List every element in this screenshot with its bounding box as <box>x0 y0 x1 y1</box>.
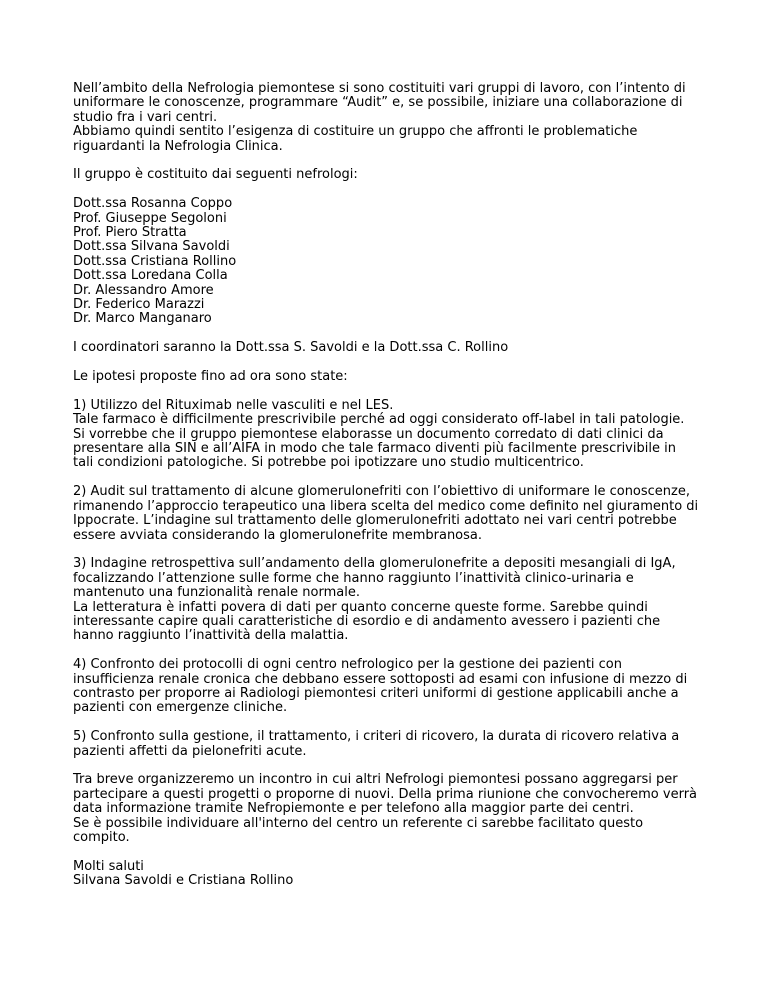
text-line: rimanendo l’approccio terapeutico una libera scelta del medico come definito nel giuramento di <box>73 498 699 514</box>
proposal-5-paragraph <box>73 730 713 759</box>
text-line: riguardanti la Nefrologia Clinica. <box>73 138 283 154</box>
intro-paragraph <box>73 82 713 154</box>
text-line: uniformare le conoscenze, programmare “Audit” e, se possibile, iniziare una collaborazione di <box>73 95 683 111</box>
closing-greeting: Molti saluti <box>73 858 144 874</box>
member-name: Prof. Giuseppe Segoloni <box>73 210 227 226</box>
text-line: contrasto per proporre ai Radiologi piemontesi criteri uniformi di gestione applicabili anche a <box>73 685 679 701</box>
member-name: Dr. Marco Manganaro <box>73 311 212 327</box>
member-name: Dott.ssa Loredana Colla <box>73 268 228 284</box>
document-body <box>73 82 713 903</box>
text-line: mantenuto una funzionalità renale normale. <box>73 585 360 601</box>
text-line: pazienti affetti da pielonefriti acute. <box>73 743 307 759</box>
text-line: presentare alla SIN e all’AIFA in modo che tale farmaco diventi più facilmente prescrivibile in <box>73 441 676 457</box>
coordinators-paragraph <box>73 341 713 355</box>
text-line: 4) Confronto dei protocolli di ogni centro nefrologico per la gestione dei pazienti con <box>73 657 622 673</box>
text-line: tali condizioni patologiche. Si potrebbe poi ipotizzare uno studio multicentrico. <box>73 455 584 471</box>
text-line: Ippocrate. L’indagine sul trattamento delle glomerulonefriti adottato nei vari centri potrebbe <box>73 513 677 529</box>
proposal-4-paragraph <box>73 658 713 716</box>
member-name: Prof. Piero Stratta <box>73 225 187 241</box>
proposal-1-paragraph <box>73 399 713 471</box>
meeting-paragraph <box>73 773 713 845</box>
text-line: essere avviata considerando la glomerulonefrite membranosa. <box>73 527 483 543</box>
text-line: Nell’ambito della Nefrologia piemontese si sono costituiti vari gruppi di lavoro, con l’intento di <box>73 81 686 96</box>
text-line: hanno raggiunto l’inattività della malattia. <box>73 628 349 644</box>
member-name: Dr. Federico Marazzi <box>73 297 205 313</box>
proposal-3-paragraph <box>73 557 713 643</box>
text-line: focalizzando l’attenzione sulle forme che hanno raggiunto l’inattività clinico-urinaria e <box>73 570 634 586</box>
text-line: Abbiamo quindi sentito l’esigenza di costituire un gruppo che affronti le problematiche <box>73 124 638 140</box>
text-line: Il gruppo è costituito dai seguenti nefrologi: <box>73 167 358 183</box>
group-intro-paragraph <box>73 168 713 182</box>
text-line: interessante capire quali caratteristiche di esordio e di andamento avessero i pazienti che <box>73 613 661 629</box>
text-line: pazienti con emergenze cliniche. <box>73 700 288 716</box>
signature-names: Silvana Savoldi e Cristiana Rollino <box>73 873 294 889</box>
text-line: 3) Indagine retrospettiva sull’andamento della glomerulonefrite a depositi mesangiali di IgA, <box>73 556 676 572</box>
text-line: partecipare a questi progetti o proporne di nuovi. Della prima riunione che convocheremo verrà <box>73 786 698 802</box>
text-line: 2) Audit sul trattamento di alcune glomerulonefriti con l’obiettivo di uniformare le conoscenze, <box>73 484 690 500</box>
proposals-intro-paragraph <box>73 370 713 384</box>
text-line: Tale farmaco è difficilmente prescrivibile perché ad oggi considerato off-label in tali patologie. <box>73 412 685 428</box>
text-line: Le ipotesi proposte fino ad ora sono state: <box>73 369 348 385</box>
member-name: Dott.ssa Silvana Savoldi <box>73 239 230 255</box>
text-line: 5) Confronto sulla gestione, il trattamento, i criteri di ricovero, la durata di ricovero relativa a <box>73 729 680 745</box>
text-line: studio fra i vari centri. <box>73 109 218 125</box>
text-line: compito. <box>73 829 130 845</box>
text-line: insufficienza renale cronica che debbano essere sottoposti ad esami con infusione di mezzo di <box>73 671 688 687</box>
text-line: Tra breve organizzeremo un incontro in cui altri Nefrologi piemontesi possano aggregarsi per <box>73 772 678 788</box>
proposal-2-paragraph <box>73 485 713 543</box>
members-list <box>73 197 713 327</box>
text-line: 1) Utilizzo del Rituximab nelle vasculiti e nel LES. <box>73 397 394 413</box>
text-line: I coordinatori saranno la Dott.ssa S. Savoldi e la Dott.ssa C. Rollino <box>73 340 509 356</box>
text-line: Si vorrebbe che il gruppo piemontese elaborasse un documento corredato di dati clinici da <box>73 426 664 442</box>
text-line: La letteratura è infatti povera di dati per quanto concerne queste forme. Sarebbe quindi <box>73 599 648 615</box>
member-name: Dott.ssa Cristiana Rollino <box>73 253 237 269</box>
text-line: Se è possibile individuare all'interno del centro un referente ci sarebbe facilitato questo <box>73 815 644 831</box>
text-line: data informazione tramite Nefropiemonte e per telefono alla maggior parte dei centri. <box>73 801 634 817</box>
member-name: Dott.ssa Rosanna Coppo <box>73 196 233 212</box>
signature-paragraph <box>73 860 713 889</box>
member-name: Dr. Alessandro Amore <box>73 282 214 298</box>
